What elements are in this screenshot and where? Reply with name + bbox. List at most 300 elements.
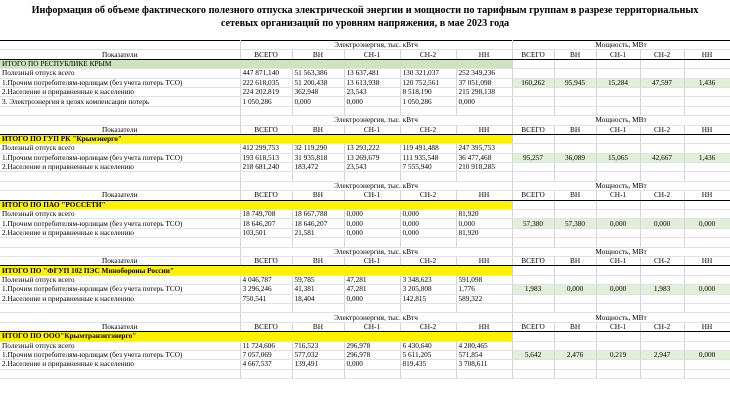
empty-cell [554, 294, 596, 303]
empty-cell [596, 200, 640, 209]
empty-cell [0, 313, 240, 322]
energy-col-0: ВСЕГО [240, 50, 292, 59]
empty-cell [0, 181, 240, 190]
power-value: 1,436 [684, 153, 730, 162]
empty-cell [554, 69, 596, 78]
energy-value: 8 518,190 [400, 87, 456, 96]
power-value: 0,000 [640, 219, 684, 228]
row-label: 2.Население и приравненные к населению [0, 360, 240, 369]
power-value: 2,476 [554, 350, 596, 359]
energy-value: 193 618,513 [240, 153, 292, 162]
power-col-1: ВН [554, 322, 596, 331]
power-col-3: СН-2 [640, 191, 684, 200]
energy-col-4: НН [456, 322, 512, 331]
energy-col-2: СН-1 [344, 125, 400, 134]
data-row [0, 360, 730, 369]
empty-cell [596, 275, 640, 284]
empty-cell [554, 87, 596, 96]
section-row [0, 200, 730, 209]
power-col-2: СН-1 [596, 50, 640, 59]
empty-cell [0, 106, 240, 115]
energy-col-0: ВСЕГО [240, 322, 292, 331]
power-value: 1,983 [512, 285, 554, 294]
empty-cell [554, 134, 596, 143]
spacer-row [0, 369, 730, 378]
empty-cell [554, 163, 596, 172]
power-header: Мощность, МВт [512, 247, 730, 256]
power-value: 5,642 [512, 350, 554, 359]
energy-col-1: ВН [292, 256, 344, 265]
energy-value: 591,098 [456, 275, 512, 284]
energy-value: 3 348,623 [400, 275, 456, 284]
empty-cell [554, 360, 596, 369]
energy-col-3: СН-2 [400, 125, 456, 134]
empty-cell [512, 163, 554, 172]
energy-value: 218 681,240 [240, 163, 292, 172]
data-row [0, 87, 730, 96]
data-row [0, 219, 730, 228]
power-col-4: НН [684, 322, 730, 331]
spacer-row [0, 172, 730, 181]
indicators-header: Показатели [0, 125, 240, 134]
empty-cell [0, 247, 240, 256]
energy-col-4: НН [456, 125, 512, 134]
power-value: 0,000 [554, 285, 596, 294]
empty-cell [400, 303, 456, 312]
empty-cell [596, 59, 640, 68]
energy-value: 0,000 [344, 97, 400, 106]
empty-cell [684, 59, 730, 68]
energy-value: 1 050,286 [240, 97, 292, 106]
energy-value: 0,000 [344, 219, 400, 228]
header-row-columns [0, 125, 730, 134]
empty-cell [512, 87, 554, 96]
header-row-units [0, 313, 730, 322]
power-value: 1,436 [684, 78, 730, 87]
empty-cell [512, 360, 554, 369]
empty-cell [554, 238, 596, 247]
energy-value: 0,000 [400, 228, 456, 237]
energy-header: Электроэнергия, тыс. кВтч [240, 313, 512, 322]
empty-cell [512, 69, 554, 78]
power-col-4: НН [684, 256, 730, 265]
spacer-row [0, 106, 730, 115]
empty-cell [684, 294, 730, 303]
empty-cell [400, 369, 456, 378]
power-value: 47,597 [640, 78, 684, 87]
energy-col-4: НН [456, 256, 512, 265]
energy-value: 31 935,818 [292, 153, 344, 162]
energy-col-0: ВСЕГО [240, 191, 292, 200]
energy-value: 51 563,386 [292, 69, 344, 78]
empty-cell [0, 116, 240, 125]
empty-cell [456, 369, 512, 378]
empty-cell [596, 360, 640, 369]
section-title: ИТОГО ПО РЕСПУБЛИКЕ КРЫМ [0, 59, 512, 68]
empty-cell [640, 210, 684, 219]
empty-cell [596, 294, 640, 303]
section-row [0, 134, 730, 143]
empty-cell [684, 360, 730, 369]
power-value: 15,284 [596, 78, 640, 87]
empty-cell [596, 172, 640, 181]
data-row [0, 228, 730, 237]
power-value: 2,947 [640, 350, 684, 359]
empty-cell [640, 238, 684, 247]
header-row-units [0, 41, 730, 50]
empty-cell [554, 144, 596, 153]
energy-col-4: НН [456, 191, 512, 200]
indicators-header: Показатели [0, 256, 240, 265]
empty-cell [344, 303, 400, 312]
power-value: 57,380 [554, 219, 596, 228]
empty-cell [400, 238, 456, 247]
empty-cell [596, 69, 640, 78]
power-value: 160,262 [512, 78, 554, 87]
energy-header: Электроэнергия, тыс. кВтч [240, 181, 512, 190]
report-table [0, 40, 730, 379]
empty-cell [684, 134, 730, 143]
power-header: Мощность, МВт [512, 116, 730, 125]
empty-cell [596, 238, 640, 247]
empty-cell [512, 106, 554, 115]
energy-value: 447 871,140 [240, 69, 292, 78]
energy-value: 222 618,035 [240, 78, 292, 87]
empty-cell [292, 106, 344, 115]
data-row [0, 153, 730, 162]
energy-value: 750,541 [240, 294, 292, 303]
empty-cell [512, 369, 554, 378]
empty-cell [596, 303, 640, 312]
empty-cell [344, 238, 400, 247]
power-col-1: ВН [554, 125, 596, 134]
empty-cell [512, 59, 554, 68]
power-value: 95,257 [512, 153, 554, 162]
row-label: 2.Население и приравненные к населению [0, 294, 240, 303]
empty-cell [684, 144, 730, 153]
energy-value: 142,815 [400, 294, 456, 303]
power-value: 95,945 [554, 78, 596, 87]
data-row [0, 350, 730, 359]
indicators-header: Показатели [0, 191, 240, 200]
empty-cell [512, 275, 554, 284]
header-row-units [0, 181, 730, 190]
energy-value: 4 280,465 [456, 341, 512, 350]
empty-cell [456, 106, 512, 115]
energy-value: 81,920 [456, 210, 512, 219]
energy-value: 3 205,808 [400, 285, 456, 294]
power-col-0: ВСЕГО [512, 50, 554, 59]
empty-cell [240, 303, 292, 312]
empty-cell [640, 266, 684, 275]
empty-cell [596, 210, 640, 219]
energy-value: 1,776 [456, 285, 512, 294]
empty-cell [554, 210, 596, 219]
empty-cell [240, 106, 292, 115]
energy-value: 36 477,468 [456, 153, 512, 162]
energy-value: 0,000 [456, 219, 512, 228]
energy-value: 0,000 [400, 210, 456, 219]
empty-cell [512, 134, 554, 143]
empty-cell [640, 332, 684, 341]
empty-cell [684, 332, 730, 341]
empty-cell [596, 341, 640, 350]
empty-cell [344, 369, 400, 378]
empty-cell [596, 134, 640, 143]
empty-cell [512, 172, 554, 181]
data-row [0, 275, 730, 284]
empty-cell [640, 369, 684, 378]
empty-cell [596, 266, 640, 275]
energy-col-3: СН-2 [400, 256, 456, 265]
empty-cell [684, 97, 730, 106]
empty-cell [596, 369, 640, 378]
energy-value: 13 613,938 [344, 78, 400, 87]
row-label: Полезный отпуск всего [0, 210, 240, 219]
energy-value: 7 057,069 [240, 350, 292, 359]
energy-value: 41,381 [292, 285, 344, 294]
empty-cell [684, 341, 730, 350]
energy-value: 5 611,205 [400, 350, 456, 359]
empty-cell [292, 369, 344, 378]
row-label: Полезный отпуск всего [0, 144, 240, 153]
power-value: 36,089 [554, 153, 596, 162]
empty-cell [684, 87, 730, 96]
empty-cell [0, 41, 240, 50]
energy-value: 7 555,940 [400, 163, 456, 172]
empty-cell [596, 163, 640, 172]
section-title: ИТОГО ПО ООО"Крымтранзитэнерго" [0, 332, 512, 341]
energy-value: 247 395,753 [456, 144, 512, 153]
empty-cell [292, 172, 344, 181]
energy-header: Электроэнергия, тыс. кВтч [240, 41, 512, 50]
empty-cell [596, 144, 640, 153]
energy-value: 23,543 [344, 87, 400, 96]
energy-value: 59,785 [292, 275, 344, 284]
power-col-2: СН-1 [596, 191, 640, 200]
energy-header: Электроэнергия, тыс. кВтч [240, 247, 512, 256]
energy-value: 18 749,708 [240, 210, 292, 219]
empty-cell [640, 59, 684, 68]
power-header: Мощность, МВт [512, 41, 730, 50]
power-col-1: ВН [554, 50, 596, 59]
energy-value: 120 752,561 [400, 78, 456, 87]
energy-value: 13 293,222 [344, 144, 400, 153]
energy-value: 4 667,537 [240, 360, 292, 369]
data-row [0, 294, 730, 303]
power-value: 0,000 [684, 350, 730, 359]
row-label: 1.Прочим потребителям-юрлицам (без учета потерь ТСО) [0, 153, 240, 162]
power-col-3: СН-2 [640, 256, 684, 265]
power-value: 15,065 [596, 153, 640, 162]
row-label: 1.Прочим потребителям-юрлицам (без учета потерь ТСО) [0, 350, 240, 359]
header-row-units [0, 116, 730, 125]
power-col-3: СН-2 [640, 125, 684, 134]
energy-value: 252 349,236 [456, 69, 512, 78]
empty-cell [684, 303, 730, 312]
spacer-row [0, 238, 730, 247]
energy-value: 13 637,481 [344, 69, 400, 78]
energy-col-1: ВН [292, 322, 344, 331]
empty-cell [684, 228, 730, 237]
empty-cell [554, 97, 596, 106]
empty-cell [292, 238, 344, 247]
data-row [0, 144, 730, 153]
row-label: Полезный отпуск всего [0, 275, 240, 284]
empty-cell [512, 266, 554, 275]
energy-value: 0,000 [292, 97, 344, 106]
empty-cell [596, 106, 640, 115]
empty-cell [240, 369, 292, 378]
empty-cell [596, 332, 640, 341]
energy-col-2: СН-1 [344, 191, 400, 200]
energy-value: 4 046,787 [240, 275, 292, 284]
energy-header: Электроэнергия, тыс. кВтч [240, 116, 512, 125]
energy-value: 111 935,548 [400, 153, 456, 162]
empty-cell [554, 172, 596, 181]
empty-cell [344, 106, 400, 115]
energy-col-3: СН-2 [400, 50, 456, 59]
empty-cell [456, 303, 512, 312]
power-value: 0,000 [684, 285, 730, 294]
header-row-columns [0, 191, 730, 200]
energy-col-2: СН-1 [344, 322, 400, 331]
energy-value: 81,920 [456, 228, 512, 237]
power-value: 1,983 [640, 285, 684, 294]
row-label: 1.Прочим потребителям-юрлицам (без учета потерь ТСО) [0, 219, 240, 228]
empty-cell [554, 369, 596, 378]
energy-value: 51 200,438 [292, 78, 344, 87]
energy-value: 0,000 [344, 360, 400, 369]
empty-cell [554, 303, 596, 312]
power-col-0: ВСЕГО [512, 125, 554, 134]
indicators-header: Показатели [0, 322, 240, 331]
empty-cell [512, 332, 554, 341]
row-label: Полезный отпуск всего [0, 69, 240, 78]
power-value: 0,000 [596, 285, 640, 294]
empty-cell [512, 294, 554, 303]
empty-cell [640, 106, 684, 115]
energy-value: 1 050,286 [400, 97, 456, 106]
energy-value: 224 202,819 [240, 87, 292, 96]
section-row [0, 332, 730, 341]
empty-cell [640, 97, 684, 106]
data-row [0, 69, 730, 78]
energy-value: 18,404 [292, 294, 344, 303]
empty-cell [640, 275, 684, 284]
empty-cell [344, 172, 400, 181]
empty-cell [640, 228, 684, 237]
indicators-header: Показатели [0, 50, 240, 59]
data-row [0, 97, 730, 106]
empty-cell [554, 228, 596, 237]
empty-cell [640, 341, 684, 350]
empty-cell [0, 172, 240, 181]
empty-cell [0, 369, 240, 378]
empty-cell [640, 294, 684, 303]
power-col-4: НН [684, 191, 730, 200]
empty-cell [640, 144, 684, 153]
energy-value: 37 051,098 [456, 78, 512, 87]
empty-cell [640, 69, 684, 78]
empty-cell [640, 163, 684, 172]
power-value: 57,380 [512, 219, 554, 228]
empty-cell [596, 87, 640, 96]
energy-col-2: СН-1 [344, 256, 400, 265]
empty-cell [240, 172, 292, 181]
report-title: Информация об объеме фактического полезного отпуска электрической энергии и мощности по тарифным группам в разрезе территориальных сетевых организаций по уровням напряжения, в мае 2023 года [31, 5, 699, 29]
power-col-0: ВСЕГО [512, 191, 554, 200]
empty-cell [400, 172, 456, 181]
empty-cell [554, 332, 596, 341]
energy-col-0: ВСЕГО [240, 256, 292, 265]
empty-cell [400, 106, 456, 115]
header-row-units [0, 247, 730, 256]
empty-cell [640, 87, 684, 96]
power-col-2: СН-1 [596, 125, 640, 134]
energy-value: 47,281 [344, 275, 400, 284]
empty-cell [684, 172, 730, 181]
header-row-columns [0, 256, 730, 265]
energy-value: 3 296,246 [240, 285, 292, 294]
power-col-1: ВН [554, 191, 596, 200]
energy-col-1: ВН [292, 50, 344, 59]
header-row-columns [0, 322, 730, 331]
empty-cell [640, 303, 684, 312]
empty-cell [240, 238, 292, 247]
power-header: Мощность, МВт [512, 181, 730, 190]
empty-cell [684, 210, 730, 219]
energy-value: 819,435 [400, 360, 456, 369]
power-value: 42,667 [640, 153, 684, 162]
empty-cell [292, 303, 344, 312]
energy-value: 571,854 [456, 350, 512, 359]
empty-cell [554, 275, 596, 284]
row-label: 3. Электроэнергия в целях компенсации потерь [0, 97, 240, 106]
row-label: 1.Прочим потребителям-юрлицам (без учета потерь ТСО) [0, 78, 240, 87]
energy-value: 0,000 [344, 210, 400, 219]
empty-cell [596, 228, 640, 237]
power-col-0: ВСЕГО [512, 322, 554, 331]
energy-value: 13 269,679 [344, 153, 400, 162]
power-col-4: НН [684, 50, 730, 59]
energy-col-2: СН-1 [344, 50, 400, 59]
empty-cell [512, 228, 554, 237]
power-col-2: СН-1 [596, 322, 640, 331]
energy-value: 0,000 [344, 294, 400, 303]
empty-cell [554, 200, 596, 209]
empty-cell [456, 238, 512, 247]
energy-value: 412 299,753 [240, 144, 292, 153]
energy-value: 296,978 [344, 341, 400, 350]
power-value: 0,219 [596, 350, 640, 359]
empty-cell [512, 210, 554, 219]
data-row [0, 341, 730, 350]
section-title: ИТОГО ПО ГУП РК "Крымэнерго" [0, 134, 512, 143]
power-value: 0,000 [596, 219, 640, 228]
empty-cell [0, 238, 240, 247]
energy-value: 11 724,606 [240, 341, 292, 350]
power-col-3: СН-2 [640, 50, 684, 59]
energy-col-3: СН-2 [400, 322, 456, 331]
energy-value: 0,000 [344, 228, 400, 237]
empty-cell [554, 266, 596, 275]
row-label: 1.Прочим потребителям-юрлицам (без учета потерь ТСО) [0, 285, 240, 294]
energy-value: 589,322 [456, 294, 512, 303]
power-value: 0,000 [684, 219, 730, 228]
energy-value: 23,543 [344, 163, 400, 172]
empty-cell [684, 266, 730, 275]
